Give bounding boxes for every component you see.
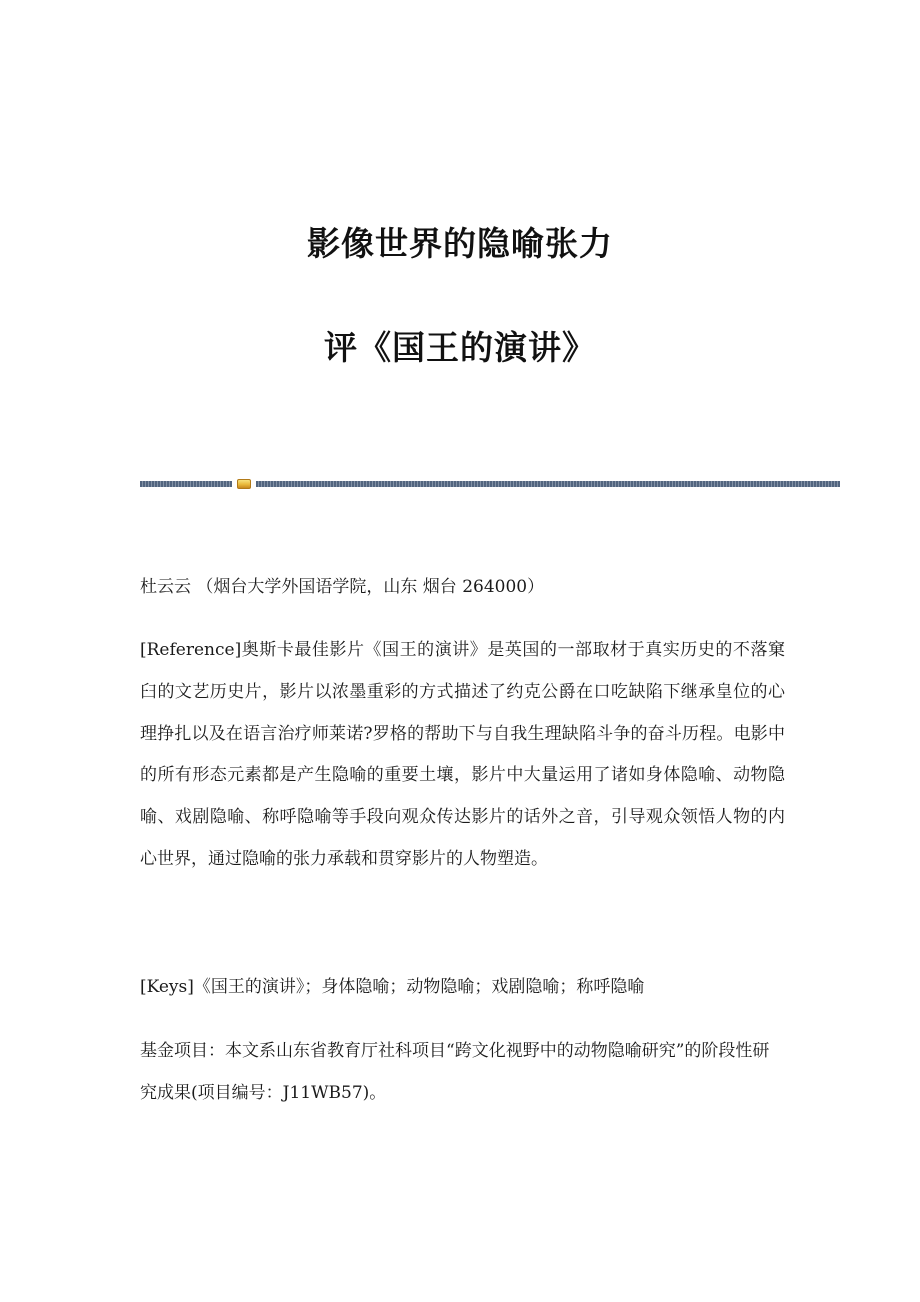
author-name: 杜云云 (140, 577, 191, 597)
abstract-label: [Reference] (140, 640, 242, 660)
divider-ornament-icon (237, 479, 251, 489)
abstract-text: 奥斯卡最佳影片《国王的演讲》是英国的一部取材于真实历史的不落窠臼的文艺历史片，影片以浓墨重彩的方式描述了约克公爵在口吃缺陷下继承皇位的心理挣扎以及在语言治疗师莱诺?罗格的帮助下与自我生理缺陷斗争的奋斗历程。电影中的所有形态元素都是产生隐喻的重要土壤，影片中大量运用了诸如身体隐喻、动物隐喻、戏剧隐喻、称呼隐喻等手段向观众传达影片的话外之音，引导观众领悟人物的内心世界，通过隐喻的张力承载和贯穿影片的人物塑造。 (140, 640, 785, 869)
keywords-text: 《国王的演讲》；身体隐喻；动物隐喻；戏剧隐喻；称呼隐喻 (193, 977, 645, 997)
funding-note: 基金项目：本文系山东省教育厅社科项目“跨文化视野中的动物隐喻研究”的阶段性研究成果(项目编号：J11WB57)。 (140, 1041, 770, 1103)
title-divider (140, 479, 840, 489)
keywords-line (140, 976, 785, 998)
author-line (140, 576, 785, 598)
author-affiliation: （烟台大学外国语学院，山东 烟台 264000） (196, 577, 545, 597)
document-title: 影像世界的隐喻张力 (307, 224, 613, 263)
divider-right-bar (256, 481, 840, 487)
document-subtitle: 评《国王的演讲》 (324, 328, 596, 367)
abstract-paragraph (140, 630, 785, 881)
keywords-label: [Keys] (140, 977, 194, 997)
divider-left-bar (140, 481, 232, 487)
